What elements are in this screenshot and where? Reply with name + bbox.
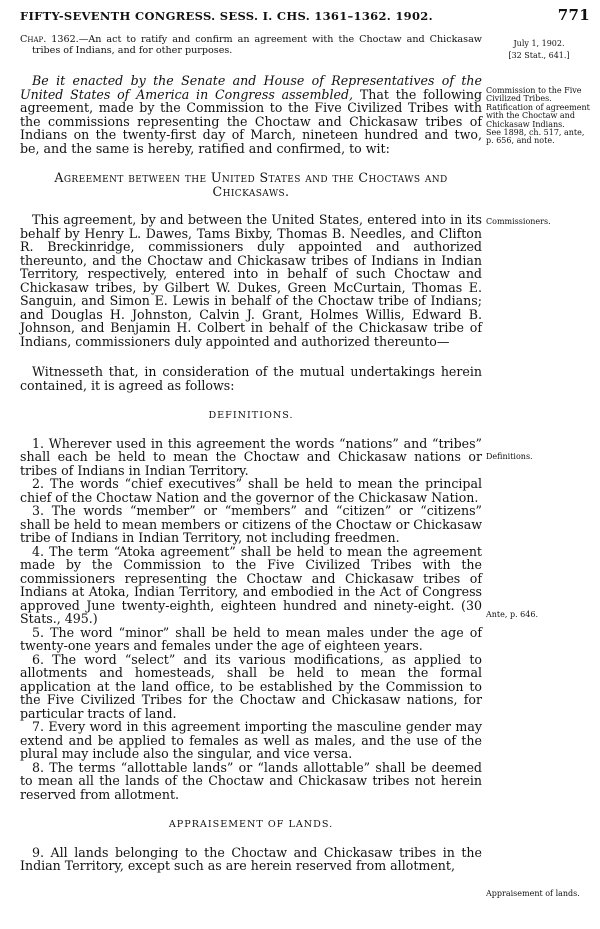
definitions-heading: DEFINITIONS. <box>208 410 294 421</box>
margin-note-appraisement: Appraisement of lands. <box>486 889 580 898</box>
ratification-note-1: Commission to the Five Civilized Tribes. <box>486 86 582 104</box>
running-header <box>20 6 590 26</box>
definition-2: 2. The words “chief executives” shall be held to mean the principal chief of the Choctaw Nation and the governor of the Chickasaw Nation. <box>20 476 482 505</box>
definition-7: 7. Every word in this agreement importing the masculine gender may extend and be applied to females as well as males, and the use of the plural may include also the singular, and vice versa. <box>20 719 482 761</box>
definition-6: 6. The word “select” and its various modifications, as applied to allotments and homesteads, shall be held to mean the formal application at the land office, to be established by the Commission to the Five Civilized Tribes for the Choctaw and Chickasaw nations, for particular tracts of land. <box>20 651 482 721</box>
margin-note-definitions: Definitions. <box>486 452 533 461</box>
ratification-note-2: Ratification of agreement with the Choctaw and Chickasaw Indians. <box>486 102 590 129</box>
definition-4: 4. The term “Atoka agreement” shall be held to mean the agreement made by the Commission to the Five Civilized Tribes with the commissioners representing the Choctaw and Chickasaw tribes of Indians at Atoka, Indian Territory, and embodied in the Act of Congress approved June twenty-eighth, eighteen hundred and ninety-eight. (30 Stats., 495.) <box>20 543 482 626</box>
running-head: FIFTY-SEVENTH CONGRESS. SESS. I. CHS. 1361–1362. 1902. <box>20 9 433 23</box>
chapter-title: —An act to ratify and confirm an agreement with the Choctaw and Chickasaw tribes of Indians, and for other purposes. <box>32 34 483 56</box>
margin-note-ratification <box>486 87 592 146</box>
enacting-clause <box>20 74 482 155</box>
ratification-note-3: See 1898, ch. 517, ante, p. 656, and note. <box>486 128 585 146</box>
chapter-heading <box>20 34 482 56</box>
definition-5: 5. The word “minor” shall be held to mean males under the age of twenty-one years and females under the age of eighteen years. <box>20 624 482 653</box>
appraisement-heading: APPRAISEMENT OF LANDS. <box>168 819 334 830</box>
definition-8: 8. The terms “allottable lands” or “lands allottable” shall be deemed to mean all the lands of the Choctaw and Chickasaw tribes not herein reserved from allotment. <box>20 759 482 802</box>
citation-note: [32 Stat., 641.] <box>508 51 570 61</box>
definition-3: 3. The words “member” or “members” and “citizen” or “citizens” shall be held to mean members or citizens of the Choctaw or Chickasaw tribe of Indians in Indian Territory, not including freedmen. <box>20 503 482 545</box>
witnesseth-paragraph: Witnesseth that, in consideration of the mutual undertakings herein contained, it is agreed as follows: <box>20 364 482 393</box>
intro-paragraph: This agreement, by and between the United States, entered into in its behalf by Henry L. Dawes, Tams Bixby, Thomas B. Needles, and Clifton R. Breckinridge, commissioners duly appointed and authorized thereunto, and the Choctaw and Chickasaw tribes of Indians in Indian Territory, respectively, entered into in behalf of such Choctaw and Chickasaw tribes, by Gilbert W. Dukes, Green McCurtain, Thomas E. Sanguin, and Simon E. Lewis in behalf of the Choctaw tribe of Indians; and Douglas H. Johnston, Calvin J. Grant, Holmes Willis, Edward B. Johnson, and Benjamin H. Colbert in behalf of the Chickasaw tribe of Indians, commissioners duly appointed and authorized thereunto— <box>20 212 482 349</box>
agreement-title: Agreement between the United States and the Choctaws and Chickasaws. <box>54 170 448 199</box>
definition-1: 1. Wherever used in this agreement the words “nations” and “tribes” shall each be held to mean the Choctaw and Chickasaw nations or tribes of Indians in Indian Territory. <box>20 435 482 478</box>
margin-note-commissioners: Commissioners. <box>486 217 551 226</box>
chapter-label: Chap. 1362. <box>20 34 79 45</box>
enacting-formula: Be it enacted by the Senate and House of Representatives of the United States of America in Congress assembled, <box>20 73 482 102</box>
margin-note-date <box>486 40 592 61</box>
margin-note-ante: Ante, p. 646. <box>486 610 538 619</box>
main-text-column <box>20 34 482 873</box>
page-number: 771 <box>557 6 590 24</box>
date-note: July 1, 1902. <box>513 39 565 48</box>
appraisement-paragraph: 9. All lands belonging to the Choctaw and Chickasaw tribes in the Indian Territory, except such as are herein reserved from allotment, <box>20 844 482 873</box>
enacting-text: That the following agreement, made by the Commission to the Five Civilized Tribes with the commissions representing the Choctaw and Chickasaw tribes of Indians on the twenty-first day of March, nineteen hundred and two, be, and the same is hereby, ratified and confirmed, to wit: <box>20 86 483 156</box>
